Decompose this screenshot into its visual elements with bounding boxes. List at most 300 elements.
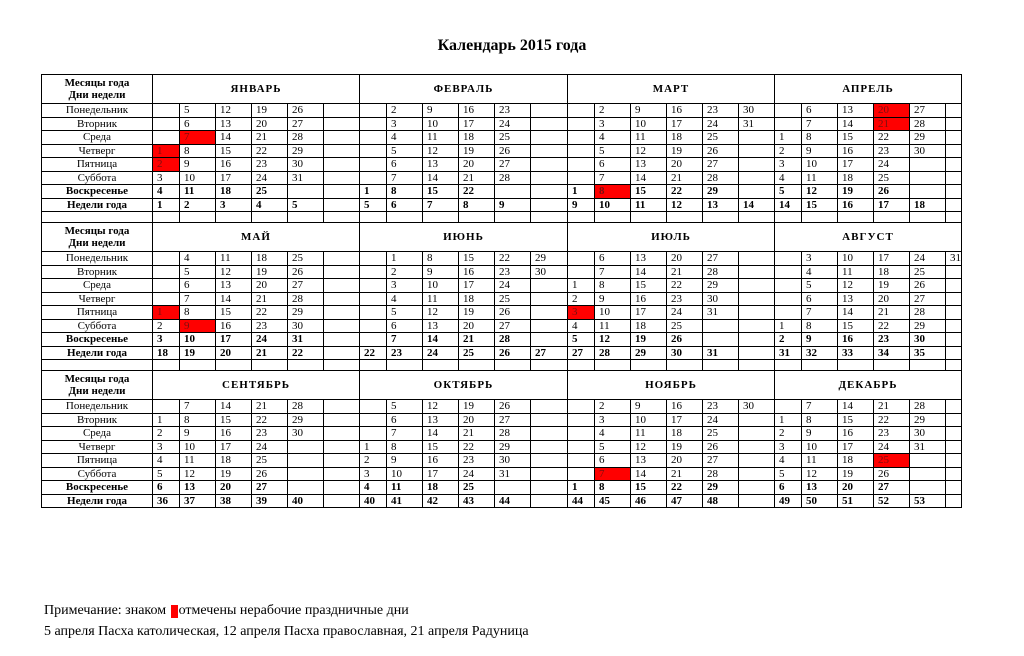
day-cell: [568, 440, 595, 454]
weekday-label: Воскресенье: [42, 333, 153, 347]
weekday-row: [42, 306, 962, 320]
empty-cell: [153, 212, 180, 223]
day-cell: 2: [595, 104, 631, 118]
empty-cell: [180, 212, 216, 223]
day-cell: [531, 319, 568, 333]
day-cell: 1: [775, 319, 802, 333]
month-name: ДЕКАБРЬ: [775, 371, 962, 400]
day-cell: 14: [631, 467, 667, 481]
day-cell: 27: [288, 279, 324, 293]
weekday-row: [42, 413, 962, 427]
empty-cell: [568, 360, 595, 371]
day-cell: 8: [802, 319, 838, 333]
day-cell: 28: [495, 171, 531, 185]
day-cell: [568, 171, 595, 185]
day-cell: 25: [910, 265, 946, 279]
day-cell: 19: [874, 279, 910, 293]
day-cell: 16: [459, 104, 495, 118]
week-number-cell: [324, 346, 360, 360]
day-cell: 23: [252, 158, 288, 172]
day-cell: 22: [252, 144, 288, 158]
day-cell: 23: [495, 104, 531, 118]
day-cell: 3: [360, 467, 387, 481]
day-cell: 31: [739, 117, 775, 131]
holiday-day-cell: 8: [595, 185, 631, 199]
day-cell: 21: [252, 292, 288, 306]
day-cell: 22: [252, 306, 288, 320]
day-cell: 26: [874, 467, 910, 481]
weekday-row: [42, 481, 962, 495]
day-cell: [946, 413, 962, 427]
week-number-cell: 44: [495, 494, 531, 508]
week-number-cell: 34: [874, 346, 910, 360]
month-name: ЯНВАРЬ: [153, 75, 360, 104]
day-cell: 1: [153, 413, 180, 427]
day-cell: 7: [387, 427, 423, 441]
day-cell: 23: [874, 144, 910, 158]
day-cell: [360, 413, 387, 427]
day-cell: 13: [423, 319, 459, 333]
day-cell: 13: [423, 158, 459, 172]
weekday-row: [42, 104, 962, 118]
day-cell: 27: [495, 413, 531, 427]
holiday-day-cell: 7: [180, 131, 216, 145]
empty-cell: [874, 212, 910, 223]
weekday-row: [42, 117, 962, 131]
weeks-row: [42, 346, 962, 360]
day-cell: [775, 292, 802, 306]
day-cell: 27: [252, 481, 288, 495]
day-cell: [946, 427, 962, 441]
day-cell: [288, 454, 324, 468]
day-cell: 21: [874, 400, 910, 414]
week-number-cell: 23: [387, 346, 423, 360]
day-cell: 1: [775, 413, 802, 427]
day-cell: 22: [874, 413, 910, 427]
day-cell: [324, 158, 360, 172]
day-cell: 18: [459, 292, 495, 306]
empty-cell: [595, 360, 631, 371]
month-name: ИЮЛЬ: [568, 223, 775, 252]
day-cell: [739, 306, 775, 320]
empty-cell: [459, 212, 495, 223]
day-cell: 26: [495, 306, 531, 320]
weekday-row: [42, 319, 962, 333]
day-cell: 26: [495, 400, 531, 414]
weekday-row: [42, 333, 962, 347]
day-cell: [531, 185, 568, 199]
week-number-cell: 14: [775, 198, 802, 212]
day-cell: 17: [216, 171, 252, 185]
weekday-row: [42, 279, 962, 293]
day-cell: [946, 333, 962, 347]
weekday-row: [42, 427, 962, 441]
day-cell: 30: [288, 427, 324, 441]
day-cell: 18: [423, 481, 459, 495]
day-cell: [153, 252, 180, 266]
week-number-cell: 40: [360, 494, 387, 508]
calendar-table: [41, 74, 962, 508]
day-cell: 28: [288, 292, 324, 306]
day-cell: 4: [387, 131, 423, 145]
note-prefix: Примечание: знаком: [44, 603, 167, 618]
weekday-row: [42, 265, 962, 279]
day-cell: 28: [910, 400, 946, 414]
day-cell: 24: [252, 440, 288, 454]
day-cell: [910, 454, 946, 468]
day-cell: [531, 171, 568, 185]
day-cell: [531, 454, 568, 468]
empty-cell: [288, 360, 324, 371]
day-cell: 24: [874, 440, 910, 454]
week-number-cell: 15: [802, 198, 838, 212]
day-cell: 12: [631, 144, 667, 158]
empty-cell: [42, 212, 153, 223]
week-number-cell: 20: [216, 346, 252, 360]
month-name: ИЮНЬ: [360, 223, 568, 252]
day-cell: 9: [180, 427, 216, 441]
day-cell: [324, 427, 360, 441]
day-cell: [568, 467, 595, 481]
week-number-cell: 5: [288, 198, 324, 212]
day-cell: 11: [180, 454, 216, 468]
day-cell: [360, 144, 387, 158]
empty-cell: [360, 212, 387, 223]
week-number-cell: 53: [910, 494, 946, 508]
day-cell: [531, 144, 568, 158]
day-cell: [946, 117, 962, 131]
holiday-note: 5 апреля Пасха католическая, 12 апреля Пасха православная, 21 апреля Радуница: [44, 624, 529, 639]
day-cell: 11: [387, 481, 423, 495]
day-cell: 16: [459, 265, 495, 279]
day-cell: 3: [387, 279, 423, 293]
weekday-row: [42, 144, 962, 158]
day-cell: [739, 333, 775, 347]
day-cell: 6: [802, 104, 838, 118]
day-cell: 17: [216, 440, 252, 454]
day-cell: 2: [775, 427, 802, 441]
corner-label-weekdays: Дни недели: [68, 89, 126, 101]
weekday-label: Вторник: [42, 265, 153, 279]
week-number-cell: 36: [153, 494, 180, 508]
day-cell: 12: [631, 440, 667, 454]
holiday-day-cell: 21: [874, 117, 910, 131]
day-cell: 12: [216, 104, 252, 118]
month-name: АВГУСТ: [775, 223, 962, 252]
day-cell: 9: [423, 104, 459, 118]
day-cell: 2: [153, 319, 180, 333]
day-cell: 10: [838, 252, 874, 266]
day-cell: 15: [216, 306, 252, 320]
day-cell: 18: [631, 319, 667, 333]
empty-cell: [42, 360, 153, 371]
day-cell: 15: [423, 185, 459, 199]
day-cell: 13: [216, 279, 252, 293]
day-cell: 18: [667, 427, 703, 441]
day-cell: 11: [802, 171, 838, 185]
day-cell: 13: [838, 292, 874, 306]
day-cell: 17: [667, 413, 703, 427]
day-cell: [946, 144, 962, 158]
day-cell: 3: [595, 117, 631, 131]
weekday-label: Пятница: [42, 454, 153, 468]
day-cell: 4: [153, 454, 180, 468]
day-cell: [568, 131, 595, 145]
day-cell: 6: [180, 279, 216, 293]
day-cell: 5: [387, 400, 423, 414]
holiday-day-cell: 2: [153, 158, 180, 172]
day-cell: [568, 158, 595, 172]
day-cell: 9: [631, 400, 667, 414]
day-cell: 5: [595, 144, 631, 158]
day-cell: [324, 104, 360, 118]
empty-cell: [324, 360, 360, 371]
day-cell: [324, 265, 360, 279]
day-cell: [739, 467, 775, 481]
day-cell: 15: [631, 185, 667, 199]
day-cell: [324, 171, 360, 185]
day-cell: 12: [423, 144, 459, 158]
day-cell: [360, 427, 387, 441]
day-cell: 16: [838, 427, 874, 441]
day-cell: [775, 104, 802, 118]
day-cell: 4: [360, 481, 387, 495]
day-cell: [531, 440, 568, 454]
day-cell: [910, 481, 946, 495]
day-cell: 14: [838, 400, 874, 414]
day-cell: 31: [703, 306, 739, 320]
day-cell: 23: [495, 265, 531, 279]
day-cell: 29: [910, 131, 946, 145]
day-cell: [531, 158, 568, 172]
week-number-cell: 46: [631, 494, 667, 508]
corner-label-months: Месяцы года: [64, 225, 130, 237]
day-cell: 12: [423, 400, 459, 414]
day-cell: 10: [423, 117, 459, 131]
week-number-cell: 47: [667, 494, 703, 508]
day-cell: 17: [874, 252, 910, 266]
day-cell: [324, 252, 360, 266]
corner-header: [42, 371, 153, 400]
day-cell: 25: [252, 454, 288, 468]
day-cell: 18: [216, 185, 252, 199]
empty-cell: [910, 212, 946, 223]
empty-cell: [838, 360, 874, 371]
empty-cell: [495, 360, 531, 371]
day-cell: 30: [288, 158, 324, 172]
empty-cell: [459, 360, 495, 371]
day-cell: 25: [703, 427, 739, 441]
month-header-row: [42, 223, 962, 252]
day-cell: 4: [775, 171, 802, 185]
day-cell: 20: [459, 158, 495, 172]
day-cell: 7: [595, 171, 631, 185]
empty-cell: [946, 212, 962, 223]
day-cell: 24: [495, 279, 531, 293]
day-cell: [360, 171, 387, 185]
day-cell: [775, 279, 802, 293]
week-number-cell: 30: [667, 346, 703, 360]
weekday-label: Суббота: [42, 319, 153, 333]
day-cell: 31: [288, 333, 324, 347]
day-cell: 13: [423, 413, 459, 427]
day-cell: [946, 306, 962, 320]
day-cell: 10: [802, 158, 838, 172]
weekday-row: [42, 131, 962, 145]
weekday-row: [42, 440, 962, 454]
day-cell: 26: [703, 144, 739, 158]
day-cell: [946, 292, 962, 306]
day-cell: [153, 131, 180, 145]
day-cell: 20: [216, 481, 252, 495]
page-title: Календарь 2015 года: [437, 37, 587, 54]
day-cell: [703, 333, 739, 347]
day-cell: 17: [459, 117, 495, 131]
day-cell: [946, 467, 962, 481]
day-cell: 17: [838, 440, 874, 454]
day-cell: 23: [703, 104, 739, 118]
day-cell: 30: [531, 265, 568, 279]
day-cell: 20: [667, 252, 703, 266]
day-cell: 22: [495, 252, 531, 266]
week-number-cell: [531, 494, 568, 508]
day-cell: 7: [180, 400, 216, 414]
day-cell: [946, 319, 962, 333]
day-cell: 19: [216, 467, 252, 481]
day-cell: [360, 117, 387, 131]
day-cell: [360, 333, 387, 347]
holiday-day-cell: 1: [153, 144, 180, 158]
day-cell: 22: [252, 413, 288, 427]
day-cell: 2: [595, 400, 631, 414]
corner-label-months: Месяцы года: [64, 77, 130, 89]
day-cell: [324, 333, 360, 347]
day-cell: [910, 171, 946, 185]
day-cell: 29: [288, 413, 324, 427]
week-number-cell: 43: [459, 494, 495, 508]
day-cell: 12: [595, 333, 631, 347]
day-cell: 8: [387, 440, 423, 454]
day-cell: [360, 131, 387, 145]
empty-cell: [910, 360, 946, 371]
holiday-day-cell: 3: [568, 306, 595, 320]
month-header-row: [42, 371, 962, 400]
day-cell: 11: [180, 185, 216, 199]
day-cell: 9: [387, 454, 423, 468]
day-cell: 24: [495, 117, 531, 131]
day-cell: 26: [288, 265, 324, 279]
day-cell: 24: [252, 333, 288, 347]
holiday-day-cell: 25: [874, 454, 910, 468]
day-cell: 4: [153, 185, 180, 199]
day-cell: 21: [252, 400, 288, 414]
day-cell: 20: [667, 158, 703, 172]
week-number-cell: 29: [631, 346, 667, 360]
day-cell: 16: [838, 333, 874, 347]
day-cell: 7: [180, 292, 216, 306]
week-number-cell: 26: [495, 346, 531, 360]
day-cell: 2: [775, 333, 802, 347]
weekday-label: Понедельник: [42, 252, 153, 266]
day-cell: 17: [216, 333, 252, 347]
day-cell: [739, 413, 775, 427]
day-cell: [153, 279, 180, 293]
day-cell: [739, 427, 775, 441]
day-cell: [531, 104, 568, 118]
week-number-cell: 17: [874, 198, 910, 212]
day-cell: 8: [423, 252, 459, 266]
day-cell: [288, 467, 324, 481]
day-cell: 20: [667, 454, 703, 468]
week-number-cell: 5: [360, 198, 387, 212]
day-cell: 30: [739, 104, 775, 118]
week-number-cell: 18: [910, 198, 946, 212]
week-number-cell: [739, 494, 775, 508]
spacer-row: [42, 212, 962, 223]
week-number-cell: 14: [739, 198, 775, 212]
day-cell: 27: [495, 319, 531, 333]
day-cell: 3: [802, 252, 838, 266]
weekday-label: Среда: [42, 131, 153, 145]
day-cell: 2: [360, 454, 387, 468]
day-cell: 19: [459, 400, 495, 414]
empty-cell: [252, 360, 288, 371]
day-cell: 19: [631, 333, 667, 347]
day-cell: 17: [459, 279, 495, 293]
week-number-cell: 21: [252, 346, 288, 360]
month-name: АПРЕЛЬ: [775, 75, 962, 104]
day-cell: 11: [423, 292, 459, 306]
day-cell: 14: [216, 400, 252, 414]
corner-header: [42, 223, 153, 252]
weekday-label: Понедельник: [42, 400, 153, 414]
day-cell: 18: [838, 454, 874, 468]
day-cell: 15: [216, 413, 252, 427]
day-cell: 13: [631, 454, 667, 468]
day-cell: 19: [252, 265, 288, 279]
day-cell: 5: [775, 185, 802, 199]
day-cell: [739, 440, 775, 454]
day-cell: 23: [874, 333, 910, 347]
empty-cell: [495, 212, 531, 223]
weekday-row: [42, 252, 962, 266]
day-cell: 28: [703, 265, 739, 279]
corner-label-weekdays: Дни недели: [68, 385, 126, 397]
day-cell: [739, 185, 775, 199]
day-cell: [568, 427, 595, 441]
empty-cell: [387, 360, 423, 371]
day-cell: [910, 185, 946, 199]
day-cell: 4: [595, 131, 631, 145]
month-name: НОЯБРЬ: [568, 371, 775, 400]
empty-cell: [739, 212, 775, 223]
day-cell: [946, 400, 962, 414]
day-cell: 19: [838, 185, 874, 199]
day-cell: [288, 481, 324, 495]
day-cell: 1: [387, 252, 423, 266]
day-cell: 30: [910, 427, 946, 441]
day-cell: 9: [802, 333, 838, 347]
holiday-day-cell: 9: [180, 319, 216, 333]
day-cell: 1: [360, 440, 387, 454]
week-number-cell: 24: [423, 346, 459, 360]
month-name: ОКТЯБРЬ: [360, 371, 568, 400]
day-cell: 11: [802, 454, 838, 468]
day-cell: 23: [252, 427, 288, 441]
day-cell: 24: [703, 413, 739, 427]
day-cell: [324, 117, 360, 131]
day-cell: [946, 454, 962, 468]
